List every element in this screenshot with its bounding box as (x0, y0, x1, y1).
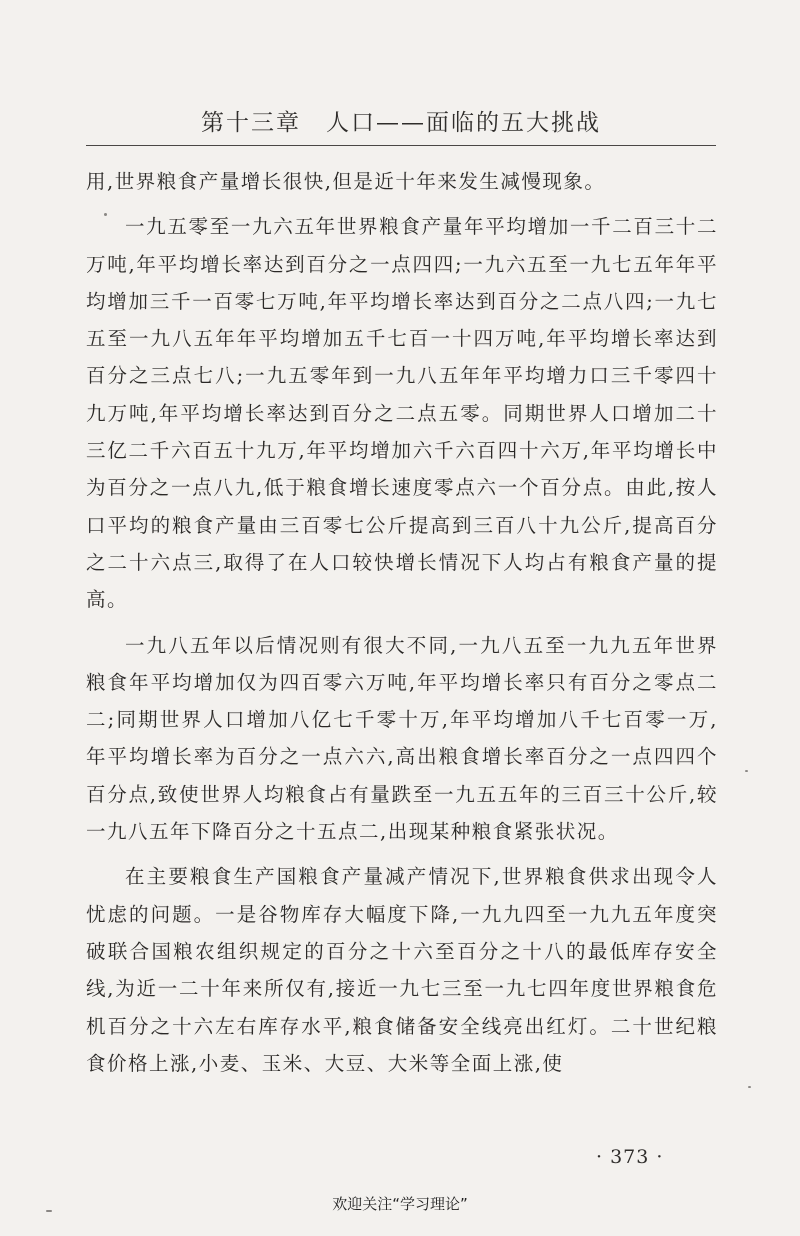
footer-note: 欢迎关注“学习理论” (332, 1195, 468, 1213)
scan-speck (748, 1086, 751, 1088)
scan-speck (46, 1210, 52, 1212)
paragraph: 一九五零至一九六五年世界粮食产量年平均增加一千二百三十二万吨,年平均增长率达到百分之一点四四;一九六五至一九七五年年平均增加三千一百零七万吨,年平均增长率达到百分之二点八四;一九七五至一九八五年年平均增加五千七百一十四万吨,年平均增长率达到百分之三点七八;一九五零年到一九八五年年平均增力口三千零四十九万吨,年平均增长率达到百分之二点五零。同期世界人口增加二十三亿二千六百五十九万,年平均增加六千六百四十六万,年平均增长中为百分之一点八九,低于粮食增长速度零点六一个百分点。由此,按人口平均的粮食产量由三百零七公斤提高到三百八十九公斤,提高百分之二十六点三,取得了在人口较快增长情况下人均占有粮食产量的提高。 (86, 215, 718, 612)
scan-speck (104, 213, 107, 216)
paragraph: 在主要粮食生产国粮食产量减产情况下,世界粮食供求出现令人忧虑的问题。一是谷物库存大幅度下降,一九九四至一九九五年度突破联合国粮农组织规定的百分之十六至百分之十八的最低库存安全线,为近一二十年来所仅有,接近一九七三至一九七四年度世界粮食危机百分之十六左右库存水平,粮食储备安全线亮出红灯。二十世纪粮食价格上涨,小麦、玉米、大豆、大米等全面上涨,使 (86, 865, 718, 1075)
body-text (86, 163, 718, 1082)
scan-speck (745, 770, 748, 772)
paragraph-continued: 用,世界粮食产量增长很快,但是近十年来发生减慢现象。 (86, 170, 606, 193)
page-number: · 373 · (596, 1146, 664, 1168)
running-head: 第十三章 人口——面临的五大挑战 (201, 110, 601, 136)
paragraph: 一九八五年以后情况则有很大不同,一九八五至一九九五年世界粮食年平均增加仅为四百零六万吨,年平均增长率只有百分之零点二二;同期世界人口增加八亿七千零十万,年平均增加八千七百零一万,年平均增长率为百分之一点六六,高出粮食增长率百分之一点四四个百分点,致使世界人均粮食占有量跌至一九五五年的三百三十公斤,较一九八五年下降百分之十五点二,出现某种粮食紧张状况。 (86, 633, 718, 844)
header-rule (86, 145, 716, 146)
